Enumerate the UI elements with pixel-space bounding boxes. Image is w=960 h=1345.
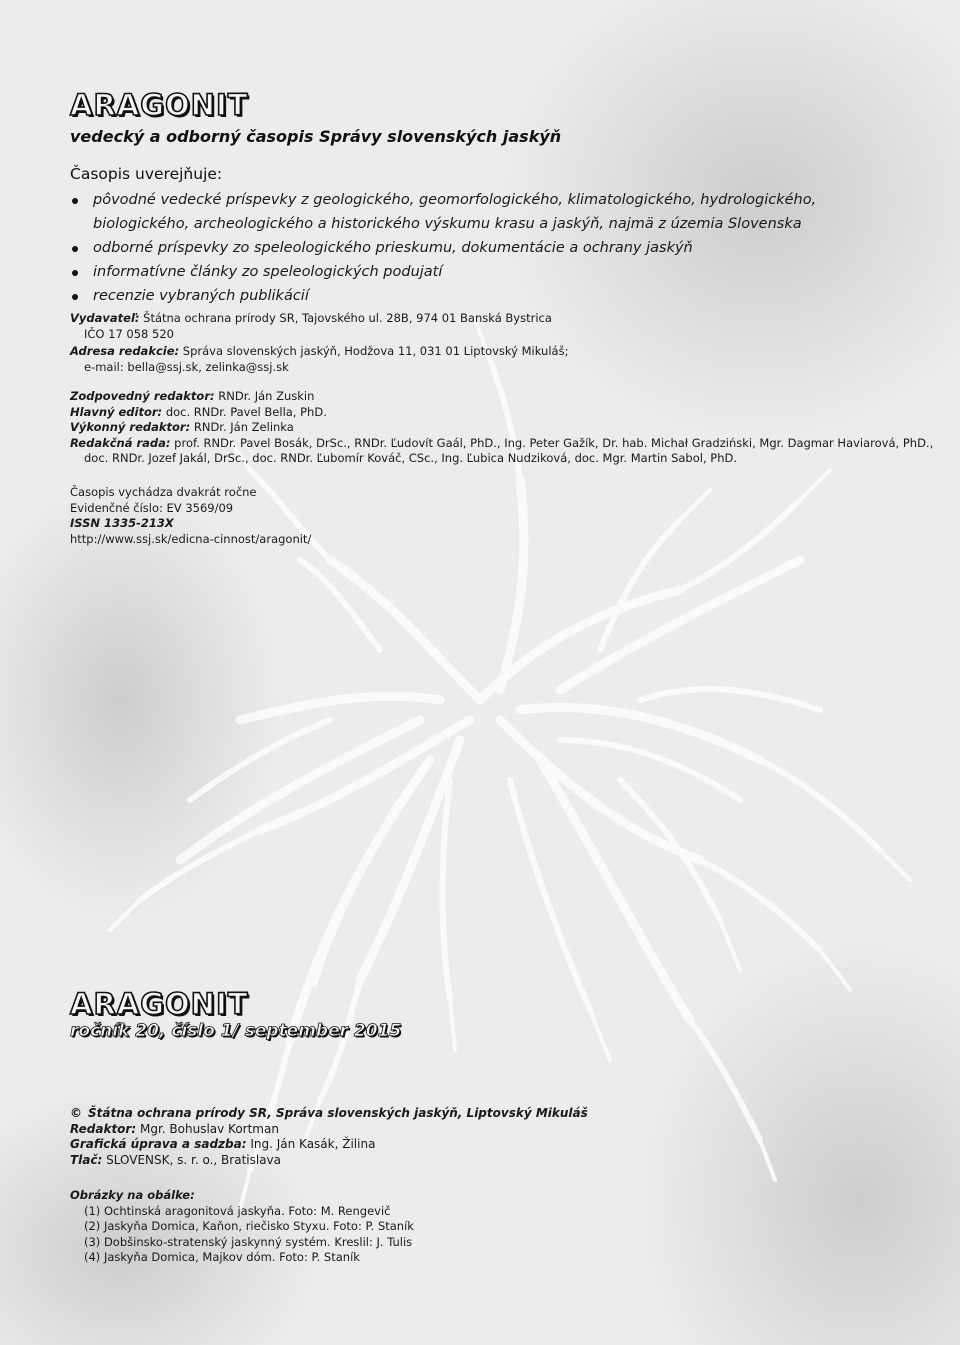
- responsible-editor-label: Zodpovedný redaktor:: [70, 389, 215, 403]
- list-item: informatívne články zo speleologických podujatí: [70, 260, 900, 284]
- executive-editor-value: RNDr. Ján Zelinka: [193, 420, 294, 434]
- list-item: recenzie vybraných publikácií: [70, 284, 900, 308]
- copyright-icon: ©: [70, 1106, 82, 1120]
- list-item: (2) Jaskyňa Domica, Kaňon, riečisko Styxu. Foto: P. Staník: [84, 1219, 414, 1233]
- publisher-value: Štátna ochrana prírody SR, Tajovského ul. 28B, 974 01 Banská Bystrica: [143, 311, 552, 325]
- journal-url[interactable]: http://www.ssj.sk/edicna-cinnost/aragonit/: [70, 531, 312, 546]
- journal-info-block: [70, 485, 910, 547]
- list-item: pôvodné vedecké príspevky z geologického, geomorfologického, klimatologického, hydrologického, biologického, archeologického a historického výskumu krasu a jaskýň, najmä z územia Slovenska: [70, 188, 900, 236]
- issue-line: ročník 20, číslo 1/ september 2015: [70, 1021, 402, 1041]
- credits-block: [70, 1106, 910, 1168]
- chief-editor-value: doc. RNDr. Pavel Bella, PhD.: [165, 404, 327, 419]
- publisher-block: [70, 311, 910, 375]
- scope-list: [70, 188, 900, 308]
- executive-editor-label: Výkonný redaktor:: [70, 420, 191, 434]
- editorial-board-line2: doc. RNDr. Jozef Jakál, DrSc., doc. RNDr. Ľubomír Kováč, CSc., Ing. Ľubica Nudziková, doc. Mgr. Martin Sabol, PhD.: [84, 451, 738, 465]
- layout-value: Ing. Ján Kasák, Žilina: [250, 1137, 376, 1151]
- chief-editor-label: Hlavný editor:: [70, 404, 163, 419]
- list-item: (3) Dobšinsko-stratenský jaskynný systém. Kreslil: J. Tulis: [84, 1234, 413, 1249]
- cover-label: Obrázky na obálke:: [70, 1188, 195, 1202]
- print-label: Tlač:: [70, 1152, 103, 1167]
- issue-logo: ARAGONIT: [70, 987, 249, 1021]
- list-item: (4) Jaskyňa Domica, Majkov dóm. Foto: P. Staník: [84, 1250, 360, 1264]
- editor-label: Redaktor:: [70, 1121, 137, 1136]
- editor-value: Mgr. Bohuslav Kortman: [139, 1121, 279, 1136]
- intro-heading: Časopis uverejňuje:: [70, 165, 223, 183]
- address-label: Adresa redakcie:: [70, 344, 180, 358]
- editors-block: [70, 389, 934, 467]
- publisher-label: Vydavateľ:: [70, 311, 140, 325]
- registration-number: Evidenčné číslo: EV 3569/09: [70, 500, 234, 515]
- editorial-board-label: Redakčná rada:: [70, 435, 171, 450]
- responsible-editor-value: RNDr. Ján Zuskin: [218, 389, 315, 403]
- layout-label: Grafická úprava a sadzba:: [70, 1137, 247, 1151]
- list-item: (1) Ochtinská aragonitová jaskyňa. Foto: M. Rengevič: [84, 1203, 391, 1218]
- cover-images-block: [70, 1188, 910, 1266]
- list-item: odborné príspevky zo speleologického prieskumu, dokumentácie a ochrany jaskýň: [70, 236, 900, 260]
- email: e-mail: bella@ssj.sk, zelinka@ssj.sk: [84, 359, 289, 374]
- journal-subtitle: vedecký a odborný časopis Správy slovenských jaskýň: [70, 127, 562, 146]
- print-value: SLOVENSK, s. r. o., Bratislava: [106, 1152, 282, 1167]
- copyright-holder: Štátna ochrana prírody SR, Správa slovenských jaskýň, Liptovský Mikuláš: [88, 1106, 588, 1120]
- editorial-board-line1: prof. RNDr. Pavel Bosák, DrSc., RNDr. Ľudovít Gaál, PhD., Ing. Peter Gažík, Dr. hab. Michał Gradziński, Mgr. Dagmar Haviarová, PhD.,: [174, 435, 934, 450]
- frequency: Časopis vychádza dvakrát ročne: [70, 485, 257, 499]
- issn: ISSN 1335-213X: [70, 516, 174, 530]
- journal-logo: ARAGONIT: [70, 88, 249, 122]
- address-value: Správa slovenských jaskýň, Hodžova 11, 031 01 Liptovský Mikuláš;: [182, 344, 569, 358]
- ico: IČO 17 058 520: [84, 326, 174, 341]
